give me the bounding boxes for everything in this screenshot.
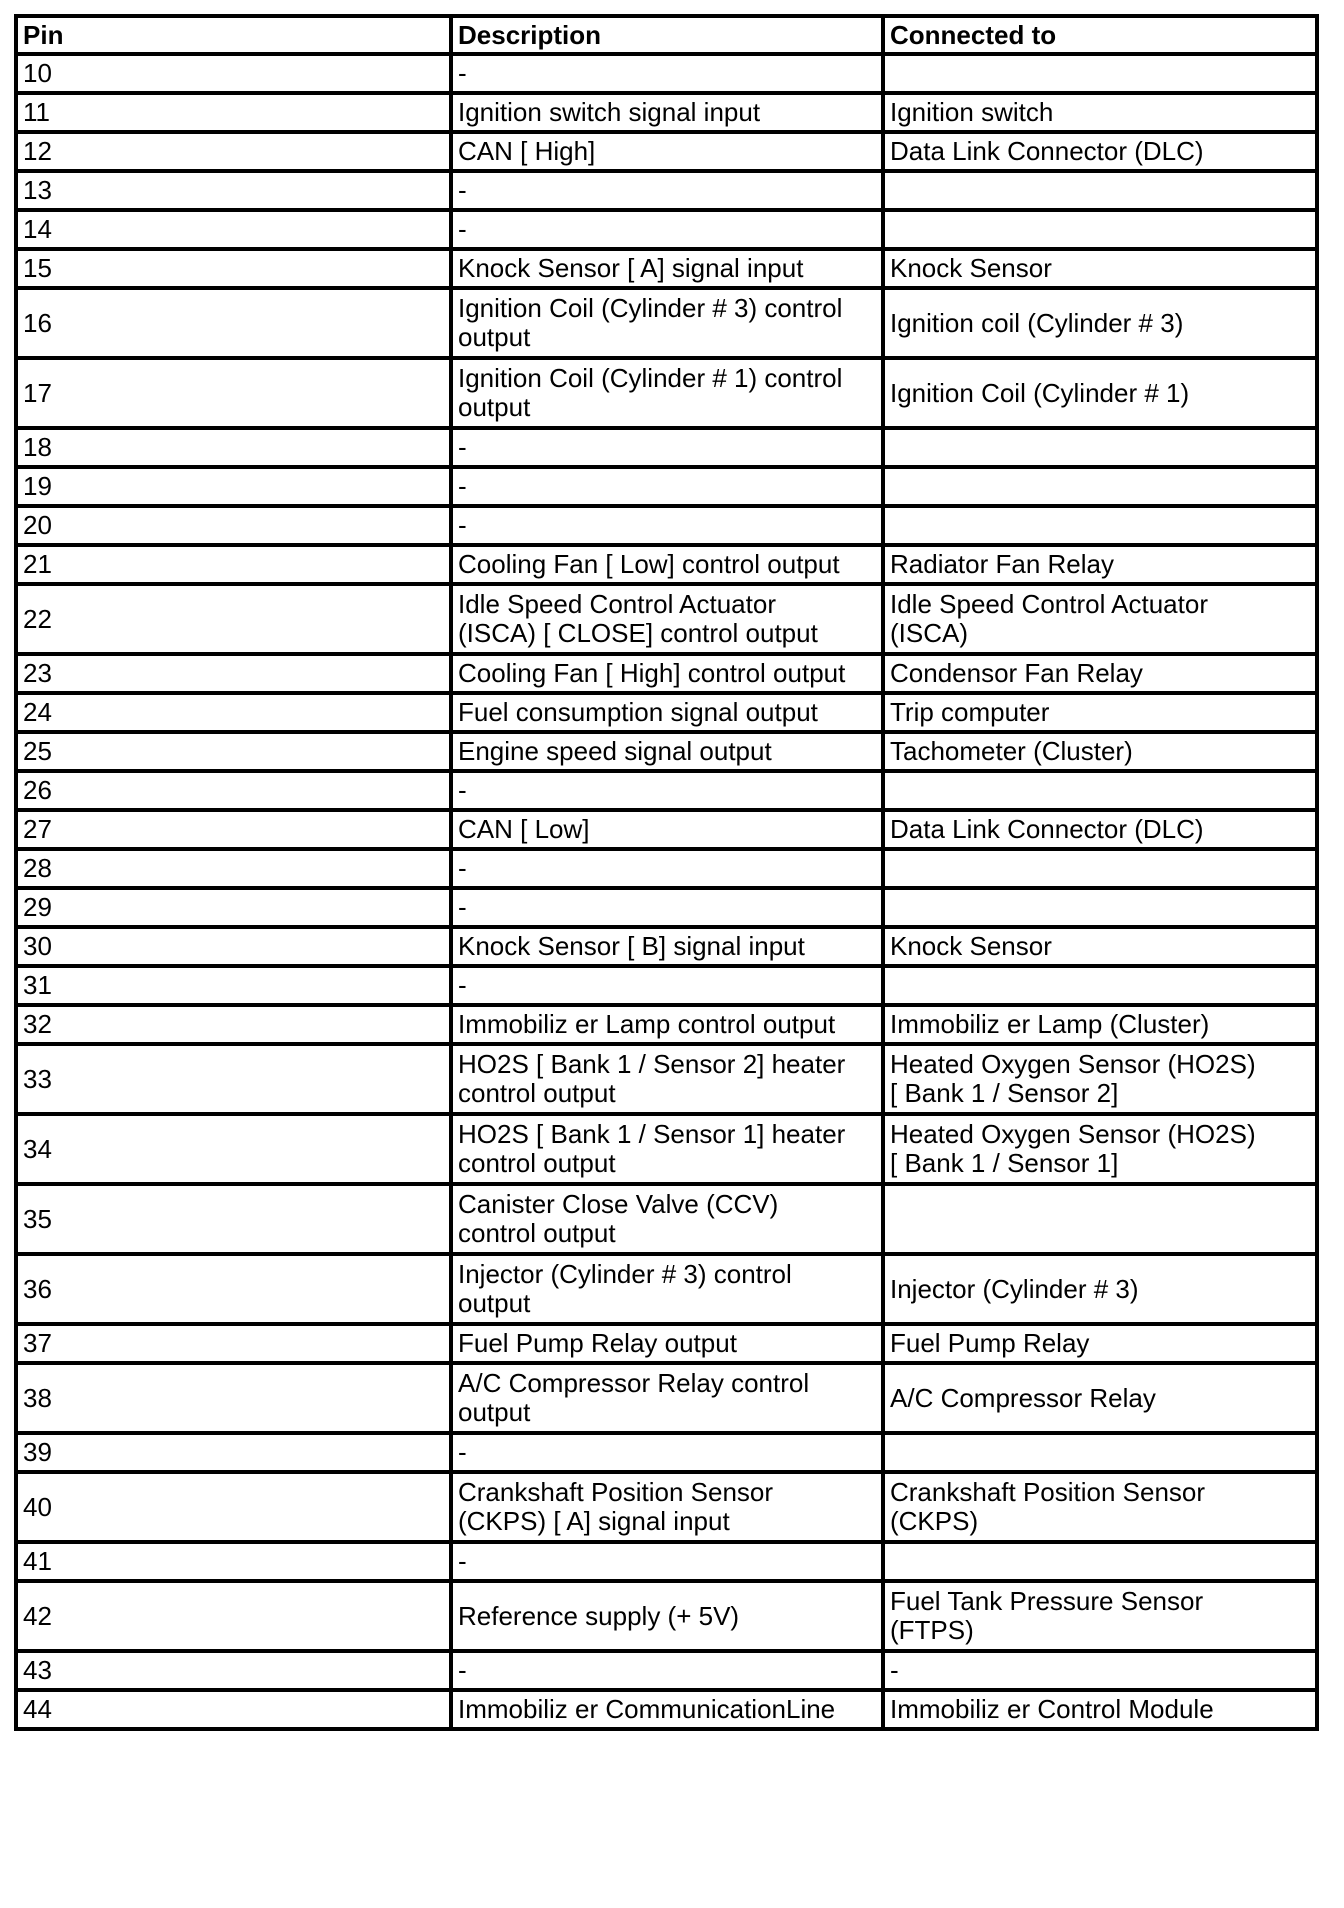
description-cell: Knock Sensor [ A] signal input	[451, 249, 883, 288]
pin-cell: 28	[16, 849, 451, 888]
table-row	[16, 54, 1317, 93]
table-row	[16, 771, 1317, 810]
table-row	[16, 1581, 1317, 1651]
pin-cell: 25	[16, 732, 451, 771]
pin-cell: 36	[16, 1254, 451, 1324]
pin-cell: 24	[16, 693, 451, 732]
pin-cell: 14	[16, 210, 451, 249]
table-row	[16, 132, 1317, 171]
pin-cell: 15	[16, 249, 451, 288]
header-description: Description	[451, 16, 883, 54]
table-row	[16, 1005, 1317, 1044]
description-cell: CAN [ Low]	[451, 810, 883, 849]
pin-cell: 11	[16, 93, 451, 132]
connected-to-cell: Radiator Fan Relay	[883, 545, 1317, 584]
table-row	[16, 810, 1317, 849]
header-pin: Pin	[16, 16, 451, 54]
table-row	[16, 1690, 1317, 1729]
connected-to-cell	[883, 171, 1317, 210]
connected-to-cell	[883, 771, 1317, 810]
pin-cell: 18	[16, 428, 451, 467]
pin-cell: 23	[16, 654, 451, 693]
pin-cell: 34	[16, 1114, 451, 1184]
description-cell: -	[451, 171, 883, 210]
table-header	[16, 16, 1317, 54]
table-row	[16, 428, 1317, 467]
connected-to-cell	[883, 1184, 1317, 1254]
description-cell: CAN [ High]	[451, 132, 883, 171]
connected-to-cell: -	[883, 1651, 1317, 1690]
description-cell: -	[451, 771, 883, 810]
table-row	[16, 693, 1317, 732]
pin-cell: 33	[16, 1044, 451, 1114]
connected-to-cell: Immobiliz er Control Module	[883, 1690, 1317, 1729]
table-row	[16, 467, 1317, 506]
table-row	[16, 93, 1317, 132]
connected-to-cell	[883, 966, 1317, 1005]
description-cell: -	[451, 1651, 883, 1690]
table-row	[16, 1184, 1317, 1254]
table-row	[16, 888, 1317, 927]
description-cell: -	[451, 849, 883, 888]
description-cell: Ignition switch signal input	[451, 93, 883, 132]
description-cell: -	[451, 1433, 883, 1472]
description-cell: Injector (Cylinder # 3) control output	[451, 1254, 883, 1324]
table-row	[16, 732, 1317, 771]
header-connected-to: Connected to	[883, 16, 1317, 54]
table-row	[16, 1324, 1317, 1363]
description-cell: -	[451, 966, 883, 1005]
pin-cell: 17	[16, 358, 451, 428]
table-row	[16, 1114, 1317, 1184]
connected-to-cell: Condensor Fan Relay	[883, 654, 1317, 693]
description-cell: Fuel consumption signal output	[451, 693, 883, 732]
connected-to-cell	[883, 1542, 1317, 1581]
table-row	[16, 927, 1317, 966]
pin-cell: 29	[16, 888, 451, 927]
pin-cell: 39	[16, 1433, 451, 1472]
table-row	[16, 966, 1317, 1005]
pin-cell: 41	[16, 1542, 451, 1581]
connected-to-cell: Trip computer	[883, 693, 1317, 732]
description-cell: Ignition Coil (Cylinder # 3) control output	[451, 288, 883, 358]
connected-to-cell	[883, 1433, 1317, 1472]
pin-cell: 40	[16, 1472, 451, 1542]
connected-to-cell: Ignition switch	[883, 93, 1317, 132]
table-row	[16, 210, 1317, 249]
table-row	[16, 1542, 1317, 1581]
table-row	[16, 584, 1317, 654]
pin-cell: 42	[16, 1581, 451, 1651]
table-row	[16, 654, 1317, 693]
table-row	[16, 171, 1317, 210]
connected-to-cell: Idle Speed Control Actuator (ISCA)	[883, 584, 1317, 654]
pin-cell: 44	[16, 1690, 451, 1729]
description-cell: -	[451, 1542, 883, 1581]
description-cell: Cooling Fan [ Low] control output	[451, 545, 883, 584]
description-cell: -	[451, 210, 883, 249]
connected-to-cell: Tachometer (Cluster)	[883, 732, 1317, 771]
connected-to-cell: Crankshaft Position Sensor (CKPS)	[883, 1472, 1317, 1542]
connected-to-cell	[883, 849, 1317, 888]
description-cell: -	[451, 428, 883, 467]
description-cell: Idle Speed Control Actuator (ISCA) [ CLOSE] control output	[451, 584, 883, 654]
connected-to-cell: Fuel Tank Pressure Sensor (FTPS)	[883, 1581, 1317, 1651]
description-cell: HO2S [ Bank 1 / Sensor 2] heater control output	[451, 1044, 883, 1114]
connected-to-cell: Immobiliz er Lamp (Cluster)	[883, 1005, 1317, 1044]
table-row	[16, 1044, 1317, 1114]
connected-to-cell: Ignition Coil (Cylinder # 1)	[883, 358, 1317, 428]
table-row	[16, 1472, 1317, 1542]
description-cell: -	[451, 506, 883, 545]
pin-cell: 37	[16, 1324, 451, 1363]
connected-to-cell: Knock Sensor	[883, 249, 1317, 288]
connected-to-cell	[883, 467, 1317, 506]
description-cell: Immobiliz er Lamp control output	[451, 1005, 883, 1044]
table-row	[16, 358, 1317, 428]
pin-cell: 26	[16, 771, 451, 810]
connected-to-cell: Fuel Pump Relay	[883, 1324, 1317, 1363]
description-cell: Ignition Coil (Cylinder # 1) control output	[451, 358, 883, 428]
description-cell: Crankshaft Position Sensor (CKPS) [ A] signal input	[451, 1472, 883, 1542]
description-cell: Canister Close Valve (CCV) control output	[451, 1184, 883, 1254]
pin-cell: 30	[16, 927, 451, 966]
connected-to-cell	[883, 54, 1317, 93]
connected-to-cell: Heated Oxygen Sensor (HO2S) [ Bank 1 / Sensor 2]	[883, 1044, 1317, 1114]
connected-to-cell	[883, 210, 1317, 249]
description-cell: -	[451, 888, 883, 927]
description-cell: Engine speed signal output	[451, 732, 883, 771]
header-row	[16, 16, 1317, 54]
description-cell: -	[451, 467, 883, 506]
table-row	[16, 1363, 1317, 1433]
pin-cell: 32	[16, 1005, 451, 1044]
table-row	[16, 249, 1317, 288]
table-body	[16, 54, 1317, 1729]
table-row	[16, 1254, 1317, 1324]
pin-description-table	[14, 14, 1319, 1731]
connected-to-cell: Knock Sensor	[883, 927, 1317, 966]
connected-to-cell: Data Link Connector (DLC)	[883, 810, 1317, 849]
pin-cell: 38	[16, 1363, 451, 1433]
table-row	[16, 545, 1317, 584]
description-cell: Immobiliz er CommunicationLine	[451, 1690, 883, 1729]
pin-cell: 35	[16, 1184, 451, 1254]
pin-cell: 13	[16, 171, 451, 210]
pin-cell: 20	[16, 506, 451, 545]
connected-to-cell	[883, 428, 1317, 467]
connected-to-cell: Heated Oxygen Sensor (HO2S) [ Bank 1 / Sensor 1]	[883, 1114, 1317, 1184]
pin-cell: 10	[16, 54, 451, 93]
connected-to-cell: Data Link Connector (DLC)	[883, 132, 1317, 171]
table-row	[16, 288, 1317, 358]
connected-to-cell	[883, 888, 1317, 927]
description-cell: A/C Compressor Relay control output	[451, 1363, 883, 1433]
table-row	[16, 1651, 1317, 1690]
connected-to-cell: A/C Compressor Relay	[883, 1363, 1317, 1433]
connected-to-cell: Ignition coil (Cylinder # 3)	[883, 288, 1317, 358]
table-row	[16, 506, 1317, 545]
description-cell: Fuel Pump Relay output	[451, 1324, 883, 1363]
table-row	[16, 849, 1317, 888]
pin-cell: 43	[16, 1651, 451, 1690]
description-cell: Reference supply (+ 5V)	[451, 1581, 883, 1651]
pin-cell: 22	[16, 584, 451, 654]
table-row	[16, 1433, 1317, 1472]
description-cell: Knock Sensor [ B] signal input	[451, 927, 883, 966]
connected-to-cell: Injector (Cylinder # 3)	[883, 1254, 1317, 1324]
pin-cell: 19	[16, 467, 451, 506]
pin-cell: 12	[16, 132, 451, 171]
pin-cell: 21	[16, 545, 451, 584]
pin-cell: 27	[16, 810, 451, 849]
pin-cell: 16	[16, 288, 451, 358]
description-cell: Cooling Fan [ High] control output	[451, 654, 883, 693]
description-cell: -	[451, 54, 883, 93]
connected-to-cell	[883, 506, 1317, 545]
pin-cell: 31	[16, 966, 451, 1005]
description-cell: HO2S [ Bank 1 / Sensor 1] heater control output	[451, 1114, 883, 1184]
